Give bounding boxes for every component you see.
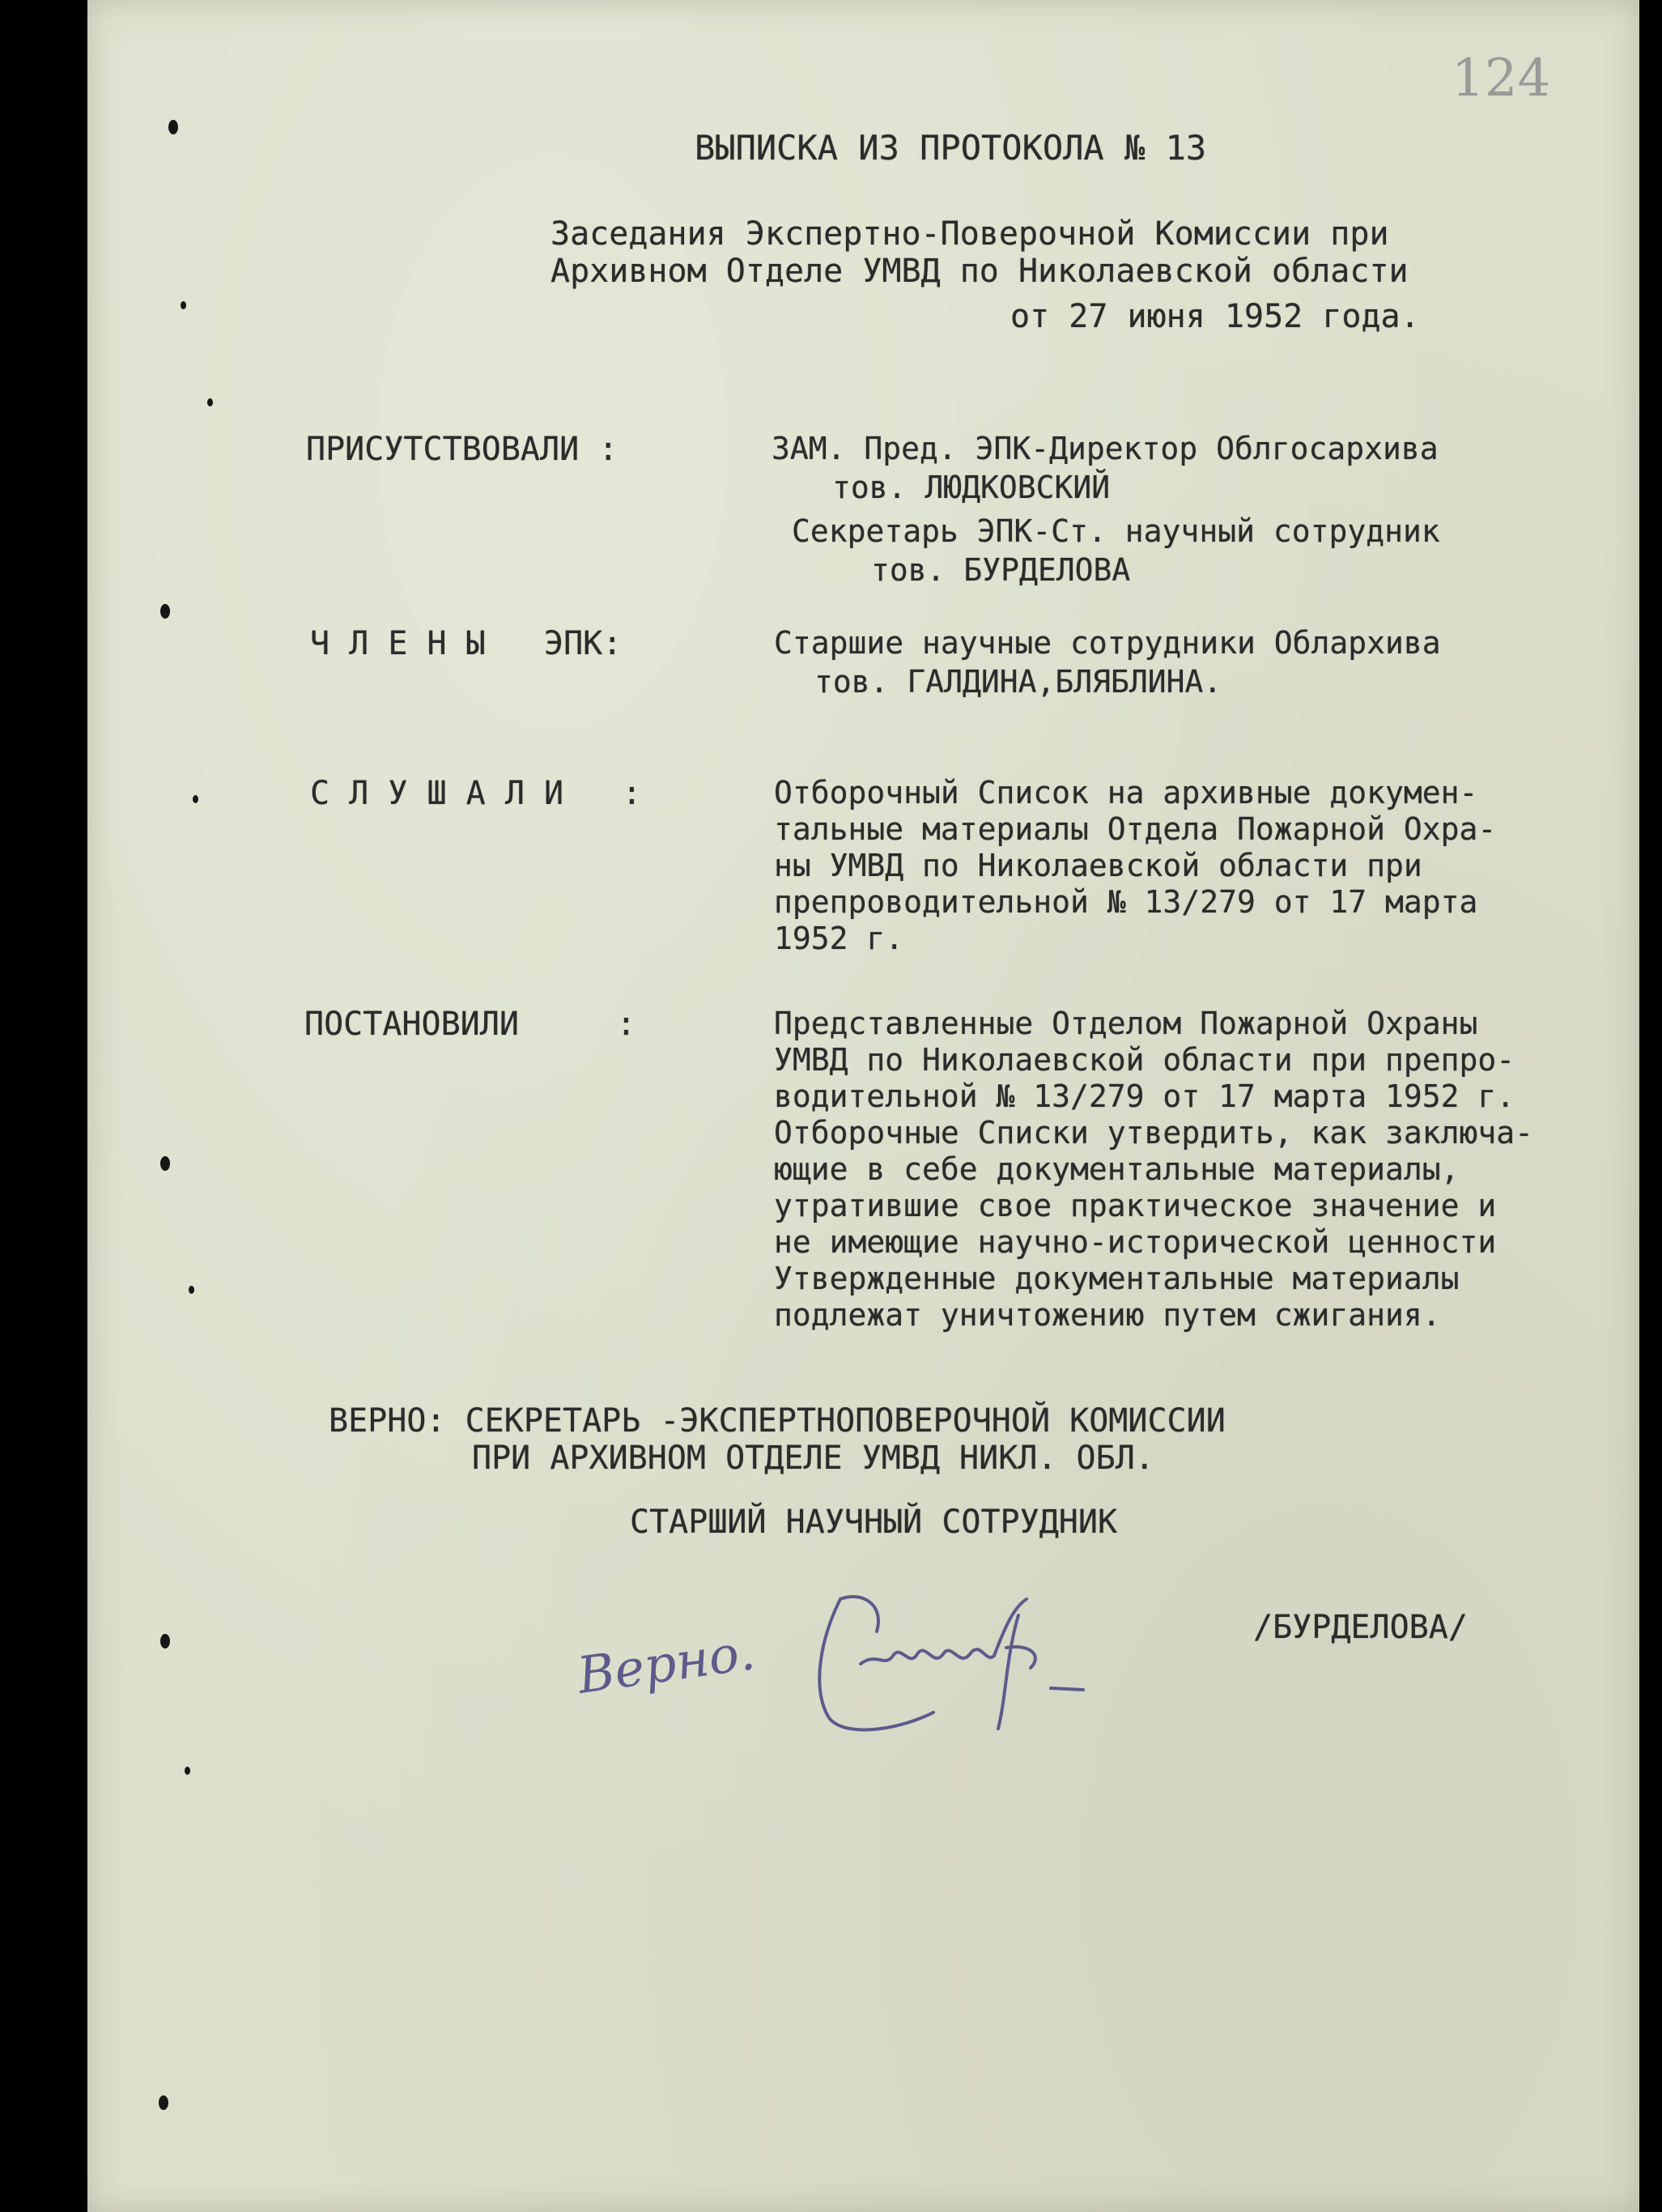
handwritten-signature — [763, 1567, 1144, 1753]
section-line: Секретарь ЭПК-Ст. научный сотрудник — [792, 513, 1440, 549]
section-line: тов. ЛЮДКОВСКИЙ — [832, 470, 1111, 505]
section-line: Отборочные Списки утвердить, как заключа- — [774, 1115, 1533, 1151]
subtitle-line-1: Заседания Экспертно-Поверочной Комиссии при — [550, 215, 1389, 253]
section-line: 1952 г. — [774, 921, 904, 956]
punch-hole-mark — [160, 1634, 170, 1648]
paper-sheet — [87, 0, 1639, 2212]
page-number: 124 — [1452, 49, 1551, 108]
subtitle-line-2: Архивном Отделе УМВД по Николаевской области — [550, 253, 1409, 290]
section-line: Старшие научные сотрудники Облархива — [774, 625, 1441, 661]
certification-name: /БУРДЕЛОВА/ — [1253, 1609, 1468, 1646]
punch-hole-mark — [181, 301, 186, 309]
punch-hole-mark — [168, 120, 178, 134]
section-line: тов. ГАЛДИНА,БЛЯБЛИНА. — [814, 664, 1222, 700]
section-line: тов. БУРДЕЛОВА — [871, 552, 1131, 588]
punch-hole-mark — [207, 398, 213, 406]
section-line: УМВД по Николаевской области при препро- — [774, 1042, 1515, 1078]
handwritten-verno-note: Верно. — [573, 1622, 759, 1705]
document-title: ВЫПИСКА ИЗ ПРОТОКОЛА № 13 — [695, 128, 1207, 168]
punch-hole-mark — [185, 1767, 190, 1775]
punch-hole-mark — [189, 1286, 194, 1294]
section-line: не имеющие научно-исторической ценности — [774, 1224, 1497, 1260]
section-label-present: ПРИСУТСТВОВАЛИ : — [306, 431, 618, 468]
section-line: Представленные Отделом Пожарной Охраны — [774, 1006, 1478, 1041]
section-line: подлежат уничтожению путем сжигания. — [774, 1297, 1441, 1333]
section-line: препроводительной № 13/279 от 17 марта — [774, 884, 1478, 920]
certification-position: СТАРШИЙ НАУЧНЫЙ СОТРУДНИК — [630, 1504, 1118, 1541]
section-line: утратившие свое практическое значение и — [774, 1188, 1497, 1223]
section-line: водительной № 13/279 от 17 марта 1952 г. — [774, 1078, 1515, 1114]
punch-hole-mark — [160, 604, 170, 619]
section-line: ющие в себе документальные материалы, — [774, 1151, 1460, 1187]
certification-line-2: ПРИ АРХИВНОМ ОТДЕЛЕ УМВД НИКЛ. ОБЛ. — [472, 1440, 1154, 1477]
document-date: от 27 июня 1952 года. — [1010, 298, 1420, 335]
section-label-heard: С Л У Ш А Л И : — [310, 775, 642, 812]
section-line: ЗАМ. Пред. ЭПК-Директор Облгосархива — [771, 431, 1439, 466]
section-line: Утвержденные документальные материалы — [774, 1261, 1460, 1296]
punch-hole-mark — [160, 1156, 170, 1171]
section-line: тальные материалы Отдела Пожарной Охра- — [774, 811, 1497, 847]
certification-line-1: ВЕРНО: СЕКРЕТАРЬ -ЭКСПЕРТНОПОВЕРОЧНОЙ КОМИССИИ — [329, 1402, 1226, 1440]
punch-hole-mark — [159, 2095, 168, 2110]
punch-hole-mark — [193, 795, 198, 803]
section-line: Отборочный Список на архивные докумен- — [774, 775, 1478, 810]
section-label-resolved: ПОСТАНОВИЛИ : — [304, 1006, 636, 1043]
section-line: ны УМВД по Николаевской области при — [774, 848, 1422, 883]
section-label-members: Ч Л Е Н Ы ЭПК: — [310, 625, 623, 662]
